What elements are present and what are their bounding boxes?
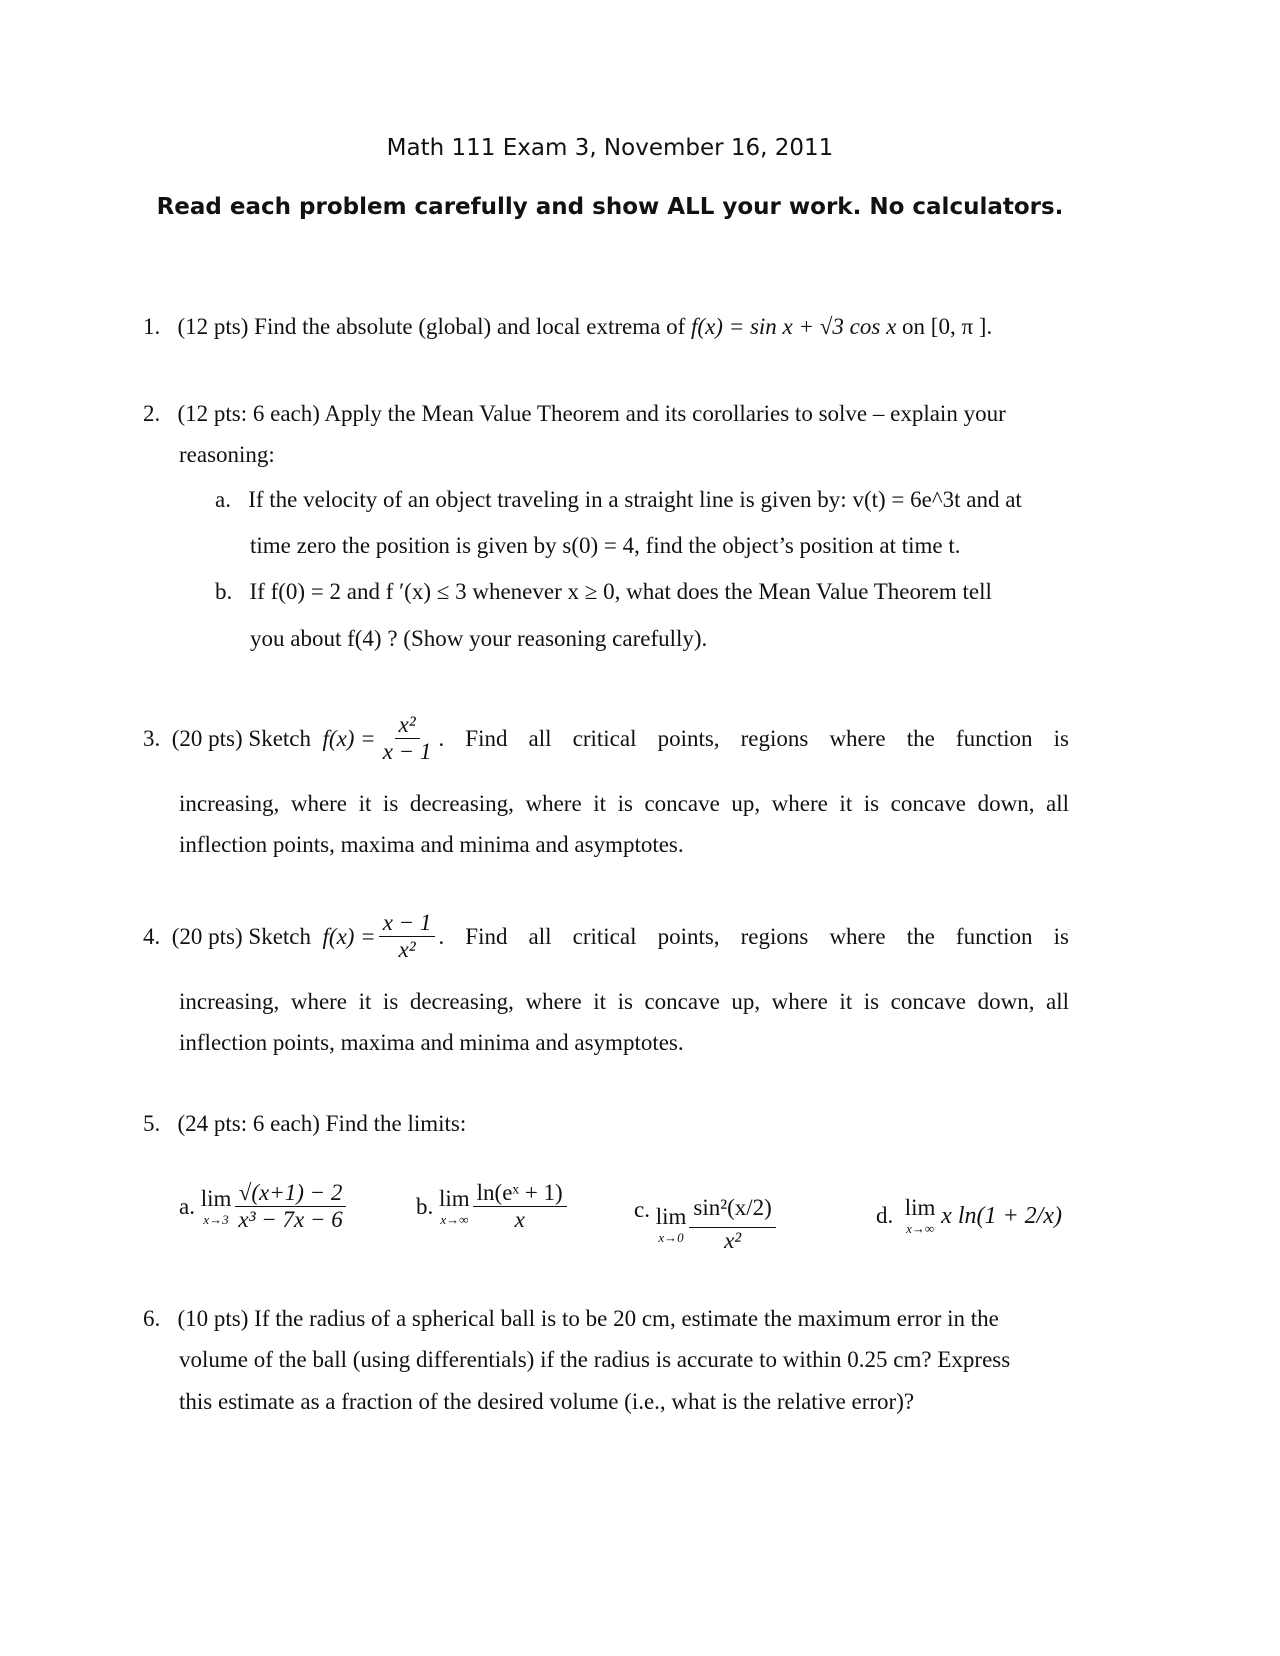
lim-operator: lim — [200, 1185, 232, 1211]
denominator: x³ − 7x − 6 — [238, 1207, 343, 1233]
exam-instructions: Read each problem carefully and show ALL your work. No calculators. — [156, 194, 1064, 220]
lim-subscript: x→∞ — [440, 1211, 469, 1227]
exam-title: Math 111 Exam 3, November 16, 2011 — [386, 135, 834, 161]
part-label: a. — [179, 1193, 195, 1219]
problem-text-cont: reasoning: — [179, 442, 275, 467]
lim-operator: lim — [904, 1195, 936, 1220]
fraction — [234, 1180, 346, 1234]
problem-number: 4. — [143, 923, 161, 949]
part-text-cont: time zero the position is given by s(0) = 4, find the object’s position at time t. — [250, 533, 961, 558]
denominator: x − 1 — [382, 739, 432, 765]
problem-text-cont: this estimate as a fraction of the desired volume (i.e., what is the relative error)? — [179, 1389, 915, 1414]
problem-number: 1. — [143, 314, 161, 339]
problem-text-cont: volume of the ball (using differentials) if the radius is accurate to within 0.25 cm? Express — [179, 1347, 1011, 1372]
lim-subscript: x→∞ — [906, 1221, 935, 1236]
problem-text: (24 pts: 6 each) Find the limits: — [177, 1111, 467, 1136]
problem-text: . Find all critical points, regions where the function is — [438, 923, 1069, 949]
problem-6 — [143, 1304, 999, 1334]
limit-expression: x ln(1 + 2/x) — [941, 1202, 1062, 1229]
problem-text: (12 pts) Find the absolute (global) and local extrema of — [177, 314, 686, 339]
limit-a — [179, 1180, 350, 1234]
problem-2 — [143, 399, 1006, 429]
function-expression: f(x) = sin x + √3 cos x — [691, 314, 897, 339]
limit-b — [416, 1180, 570, 1234]
problem-lead: (20 pts) Sketch — [171, 923, 312, 949]
problem-2b — [215, 577, 992, 607]
problem-1 — [143, 312, 992, 342]
denominator: x — [514, 1207, 525, 1233]
interval: on [0, π ]. — [902, 314, 993, 339]
limit-d — [876, 1195, 1062, 1237]
part-label: d. — [876, 1203, 894, 1228]
fraction — [689, 1195, 775, 1255]
lim-operator: lim — [655, 1203, 687, 1229]
function-name: f(x) = — [322, 923, 376, 949]
problem-number: 3. — [143, 725, 161, 751]
problem-text: . Find all critical points, regions where the function is — [438, 725, 1069, 751]
problem-3 — [143, 712, 1069, 766]
problem-text: (12 pts: 6 each) Apply the Mean Value Theorem and its corollaries to solve – explain your — [177, 401, 1006, 426]
problem-text: (10 pts) If the radius of a spherical ball is to be 20 cm, estimate the maximum error in the — [177, 1306, 999, 1331]
denominator: x² — [398, 937, 416, 963]
function-name: f(x) = — [322, 725, 376, 751]
fraction — [379, 910, 436, 964]
lim-subscript: x→0 — [658, 1229, 684, 1245]
part-label: b. — [416, 1193, 434, 1219]
problem-text-cont: increasing, where it is decreasing, where it is concave up, where it is concave down, all — [179, 989, 1069, 1014]
numerator: √(x+1) − 2 — [235, 1180, 347, 1207]
problem-text-cont: inflection points, maxima and minima and asymptotes. — [179, 832, 684, 857]
part-label: b. — [215, 579, 233, 604]
problem-lead: (20 pts) Sketch — [171, 725, 312, 751]
part-label: c. — [634, 1196, 650, 1222]
numerator: sin²(x/2) — [689, 1195, 775, 1228]
problem-number: 5. — [143, 1111, 161, 1136]
numerator: ln(eˣ + 1) — [473, 1180, 567, 1207]
problem-number: 2. — [143, 401, 161, 426]
problem-4 — [143, 910, 1069, 964]
numerator: x² — [395, 712, 420, 739]
lim-subscript: x→3 — [203, 1211, 229, 1227]
numerator: x − 1 — [379, 910, 436, 937]
problem-number: 6. — [143, 1306, 161, 1331]
lim-operator: lim — [439, 1185, 470, 1211]
part-text: If f(0) = 2 and f ′(x) ≤ 3 whenever x ≥ 0, what does the Mean Value Theorem tell — [249, 579, 992, 604]
part-text-cont: you about f(4) ? (Show your reasoning carefully). — [250, 626, 708, 651]
problem-5 — [143, 1109, 466, 1139]
limit-c — [634, 1165, 779, 1255]
problem-2a — [215, 485, 1022, 515]
part-text: If the velocity of an object traveling in a straight line is given by: v(t) = 6e^3t and at — [248, 487, 1022, 512]
fraction — [473, 1180, 567, 1234]
denominator: x² — [724, 1228, 742, 1254]
problem-text-cont: increasing, where it is decreasing, where it is concave up, where it is concave down, all — [179, 791, 1069, 816]
problem-text-cont: inflection points, maxima and minima and asymptotes. — [179, 1030, 684, 1055]
part-label: a. — [215, 487, 231, 512]
fraction — [379, 712, 436, 766]
